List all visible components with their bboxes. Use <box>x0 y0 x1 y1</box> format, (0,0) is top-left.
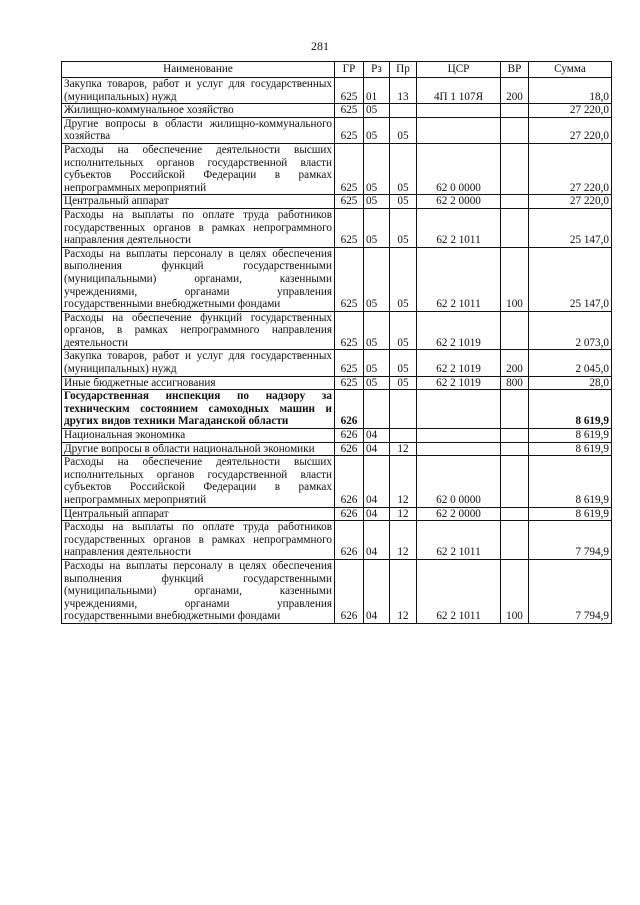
cell-rz: 01 <box>364 78 390 104</box>
cell-csr: 62 0 0000 <box>417 143 501 194</box>
cell-gr: 626 <box>335 429 364 443</box>
cell-vr <box>501 429 529 443</box>
cell-csr: 62 2 1011 <box>417 208 501 247</box>
cell-pr: 05 <box>390 208 417 247</box>
cell-sum: 8 619,9 <box>529 442 612 456</box>
cell-pr: 05 <box>390 117 417 143</box>
cell-pr: 13 <box>390 78 417 104</box>
cell-name-text: Другие вопросы в области жилищно-коммунального хозяйства <box>64 117 332 143</box>
cell-rz: 04 <box>364 442 390 456</box>
header-vr: ВР <box>501 62 529 78</box>
cell-name <box>62 78 335 104</box>
cell-rz <box>364 390 390 429</box>
cell-rz: 04 <box>364 507 390 521</box>
cell-csr: 62 2 0000 <box>417 507 501 521</box>
cell-name <box>62 390 335 429</box>
table-row <box>62 390 612 429</box>
cell-rz: 05 <box>364 311 390 350</box>
cell-gr: 626 <box>335 507 364 521</box>
table-row <box>62 559 612 623</box>
cell-name <box>62 195 335 209</box>
cell-name <box>62 559 335 623</box>
cell-gr: 625 <box>335 208 364 247</box>
cell-csr: 62 2 1011 <box>417 559 501 623</box>
budget-table <box>61 61 612 624</box>
cell-sum: 8 619,9 <box>529 429 612 443</box>
cell-rz: 05 <box>364 117 390 143</box>
cell-gr: 625 <box>335 350 364 376</box>
cell-rz: 05 <box>364 143 390 194</box>
cell-csr <box>417 429 501 443</box>
cell-name <box>62 143 335 194</box>
cell-pr: 05 <box>390 247 417 311</box>
cell-vr <box>501 456 529 507</box>
cell-sum: 2 073,0 <box>529 311 612 350</box>
cell-vr <box>501 208 529 247</box>
table-row <box>62 442 612 456</box>
cell-pr <box>390 429 417 443</box>
table-row <box>62 117 612 143</box>
cell-sum: 7 794,9 <box>529 559 612 623</box>
cell-rz: 04 <box>364 429 390 443</box>
cell-pr: 05 <box>390 143 417 194</box>
cell-name-text: Расходы на выплаты персоналу в целях обеспечения выполнения функций государственными (муниципальными) органами, казенными учреждениями, органами управления государственными внебюджетными фондами <box>64 559 332 623</box>
cell-gr: 626 <box>335 442 364 456</box>
cell-name <box>62 521 335 560</box>
cell-vr <box>501 195 529 209</box>
cell-name <box>62 456 335 507</box>
cell-sum: 7 794,9 <box>529 521 612 560</box>
cell-name <box>62 208 335 247</box>
cell-rz: 05 <box>364 104 390 118</box>
header-sum: Сумма <box>529 62 612 78</box>
cell-csr <box>417 442 501 456</box>
cell-sum: 2 045,0 <box>529 350 612 376</box>
header-name: Наименование <box>62 62 335 78</box>
table-row <box>62 208 612 247</box>
cell-rz: 05 <box>364 376 390 390</box>
cell-rz: 05 <box>364 208 390 247</box>
cell-sum: 18,0 <box>529 78 612 104</box>
cell-gr: 625 <box>335 247 364 311</box>
cell-name <box>62 247 335 311</box>
cell-sum: 25 147,0 <box>529 208 612 247</box>
page-number: 281 <box>311 39 329 53</box>
table-body <box>62 78 612 624</box>
cell-vr <box>501 507 529 521</box>
cell-name-text: Другие вопросы в области национальной экономики <box>64 442 315 455</box>
table-row <box>62 456 612 507</box>
cell-sum: 25 147,0 <box>529 247 612 311</box>
cell-csr <box>417 390 501 429</box>
cell-pr: 05 <box>390 376 417 390</box>
cell-gr: 625 <box>335 104 364 118</box>
cell-vr: 100 <box>501 559 529 623</box>
cell-name-text: Центральный аппарат <box>64 195 169 208</box>
cell-pr: 12 <box>390 507 417 521</box>
header-rz: Рз <box>364 62 390 78</box>
cell-sum: 28,0 <box>529 376 612 390</box>
cell-pr: 12 <box>390 521 417 560</box>
cell-sum: 27 220,0 <box>529 117 612 143</box>
cell-sum: 27 220,0 <box>529 143 612 194</box>
cell-rz: 05 <box>364 195 390 209</box>
cell-csr: 62 2 1019 <box>417 350 501 376</box>
cell-gr: 625 <box>335 117 364 143</box>
cell-sum: 8 619,9 <box>529 456 612 507</box>
cell-vr <box>501 104 529 118</box>
table-row <box>62 429 612 443</box>
cell-gr: 625 <box>335 376 364 390</box>
cell-rz: 05 <box>364 350 390 376</box>
cell-csr: 62 0 0000 <box>417 456 501 507</box>
cell-rz: 04 <box>364 521 390 560</box>
cell-rz: 04 <box>364 456 390 507</box>
header-csr: ЦСР <box>417 62 501 78</box>
cell-name-text: Закупка товаров, работ и услуг для государственных (муниципальных) нужд <box>64 78 332 103</box>
cell-name <box>62 104 335 118</box>
cell-csr: 62 2 1019 <box>417 376 501 390</box>
cell-pr: 05 <box>390 195 417 209</box>
cell-pr <box>390 104 417 118</box>
cell-name <box>62 442 335 456</box>
cell-gr: 626 <box>335 390 364 429</box>
cell-gr: 625 <box>335 143 364 194</box>
cell-gr: 626 <box>335 456 364 507</box>
cell-vr <box>501 117 529 143</box>
cell-csr: 62 2 1019 <box>417 311 501 350</box>
cell-name-text: Расходы на обеспечение функций государственных органов, в рамках непрограммного направления деятельности <box>64 311 332 349</box>
cell-csr: 4П 1 107Я <box>417 78 501 104</box>
table-row <box>62 104 612 118</box>
cell-name-text: Закупка товаров, работ и услуг для государственных (муниципальных) нужд <box>64 350 332 376</box>
cell-gr: 626 <box>335 559 364 623</box>
cell-sum: 8 619,9 <box>529 507 612 521</box>
cell-name-text: Иные бюджетные ассигнования <box>64 376 216 389</box>
cell-name-text: Расходы на выплаты персоналу в целях обеспечения выполнения функций государственными (муниципальными) органами, казенными учреждениями, органами управления государственными внебюджетными фондами <box>64 247 332 311</box>
table-row <box>62 350 612 376</box>
cell-name <box>62 117 335 143</box>
cell-name-text: Расходы на обеспечение деятельности высших исполнительных органов государственной власти субъектов Российской Федерации в рамках непрограммных мероприятий <box>64 456 332 506</box>
cell-csr: 62 2 1011 <box>417 521 501 560</box>
cell-csr <box>417 117 501 143</box>
cell-csr: 62 2 1011 <box>417 247 501 311</box>
header-gr: ГР <box>335 62 364 78</box>
cell-name-text: Жилищно-коммунальное хозяйство <box>64 104 234 117</box>
cell-pr: 12 <box>390 456 417 507</box>
cell-gr: 626 <box>335 521 364 560</box>
table-row <box>62 195 612 209</box>
cell-sum: 8 619,9 <box>529 390 612 429</box>
cell-name <box>62 350 335 376</box>
cell-vr: 800 <box>501 376 529 390</box>
cell-vr: 200 <box>501 350 529 376</box>
cell-pr: 12 <box>390 559 417 623</box>
cell-name <box>62 429 335 443</box>
cell-pr: 12 <box>390 442 417 456</box>
cell-vr: 200 <box>501 78 529 104</box>
cell-csr <box>417 104 501 118</box>
cell-gr: 625 <box>335 195 364 209</box>
cell-pr: 05 <box>390 311 417 350</box>
table-row <box>62 376 612 390</box>
cell-sum: 27 220,0 <box>529 104 612 118</box>
cell-gr: 625 <box>335 78 364 104</box>
table-row <box>62 507 612 521</box>
cell-pr: 05 <box>390 350 417 376</box>
cell-vr: 100 <box>501 247 529 311</box>
cell-csr: 62 2 0000 <box>417 195 501 209</box>
cell-name <box>62 507 335 521</box>
cell-vr <box>501 390 529 429</box>
cell-vr <box>501 521 529 560</box>
cell-rz: 04 <box>364 559 390 623</box>
cell-gr: 625 <box>335 311 364 350</box>
cell-name-text: Центральный аппарат <box>64 507 169 520</box>
cell-pr <box>390 390 417 429</box>
table-row <box>62 78 612 104</box>
cell-name-text: Расходы на выплаты по оплате труда работников государственных органов в рамках непрограммного направления деятельности <box>64 521 332 559</box>
cell-name-text: Расходы на выплаты по оплате труда работников государственных органов в рамках непрограммного направления деятельности <box>64 208 332 247</box>
table-header-row <box>62 62 612 78</box>
cell-name <box>62 311 335 350</box>
cell-name-text: Государственная инспекция по надзору за техническим состоянием самоходных машин и других видов техники Магаданской области <box>64 390 332 428</box>
cell-name-text: Национальная экономика <box>64 429 186 442</box>
cell-rz: 05 <box>364 247 390 311</box>
table-row <box>62 311 612 350</box>
table-row <box>62 247 612 311</box>
cell-vr <box>501 442 529 456</box>
header-pr: Пр <box>390 62 417 78</box>
cell-vr <box>501 311 529 350</box>
cell-name <box>62 376 335 390</box>
table-row <box>62 143 612 194</box>
table-row <box>62 521 612 560</box>
cell-sum: 27 220,0 <box>529 195 612 209</box>
cell-name-text: Расходы на обеспечение деятельности высших исполнительных органов государственной власти субъектов Российской Федерации в рамках непрограммных мероприятий <box>64 143 332 194</box>
cell-vr <box>501 143 529 194</box>
